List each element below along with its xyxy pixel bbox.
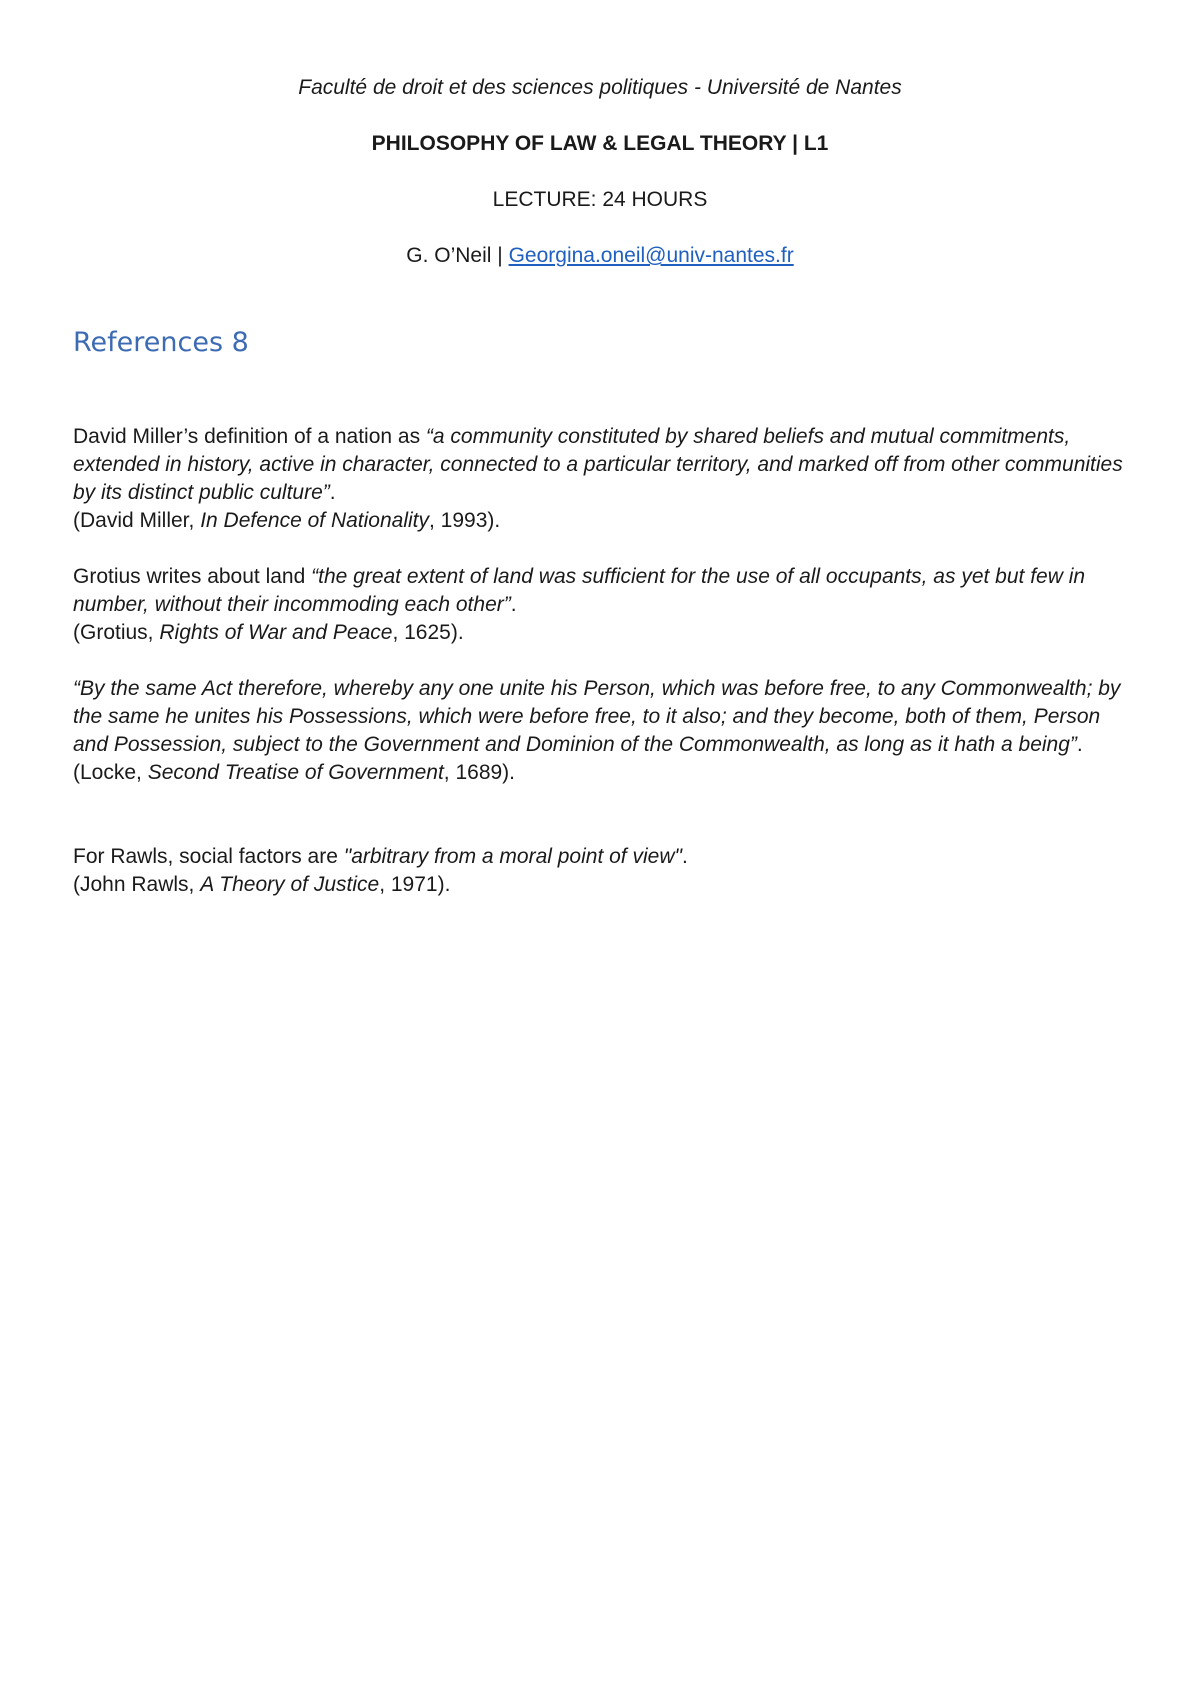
reference-rawls xyxy=(73,843,1133,899)
reference-rawls-text xyxy=(73,843,1133,871)
citation-title: Second Treatise of Government xyxy=(147,761,444,784)
citation-close: , 1625). xyxy=(392,621,464,644)
reference-intro: Grotius writes about land xyxy=(73,565,312,588)
reference-locke xyxy=(73,675,1133,787)
author-contact xyxy=(0,243,1200,269)
reference-rawls-citation xyxy=(73,871,1133,899)
reference-miller-text xyxy=(73,423,1133,507)
faculty-line: Faculté de droit et des sciences politiques - Université de Nantes xyxy=(298,76,902,99)
citation-close: , 1689). xyxy=(443,761,516,784)
section-heading: References 8 xyxy=(73,327,249,358)
author-email-link[interactable]: Georgina.oneil@univ-nantes.fr xyxy=(508,244,794,267)
reference-grotius-text xyxy=(73,563,1133,619)
reference-quote: “By the same Act therefore, whereby any one unite his Person, which was before free, to any Commonwealth; by the same he unites his Possessions, which were before free, to it also; and they become, both of them, Person and Possession, subject to the Government and Dominion of the Commonwealth, as long as it hath a being” xyxy=(73,677,1121,756)
reference-locke-text xyxy=(73,675,1133,759)
reference-quote: “the great extent of land was sufficient for the use of all occupants, as yet but few in number, without their incommoding each other” xyxy=(73,565,1086,616)
citation-close: , 1971). xyxy=(379,873,451,896)
lecture-hours: LECTURE: 24 HOURS xyxy=(492,188,708,211)
citation-close: , 1993). xyxy=(429,509,501,532)
reference-miller xyxy=(73,423,1133,535)
reference-miller-citation xyxy=(73,507,1133,535)
author-name: G. O’Neil | xyxy=(406,244,509,267)
citation-open: (Grotius, xyxy=(73,621,160,644)
reference-intro: David Miller’s definition of a nation as xyxy=(73,425,426,448)
reference-end: . xyxy=(510,593,517,616)
citation-open: (John Rawls, xyxy=(73,873,201,896)
reference-end: . xyxy=(329,481,336,504)
citation-open: (Locke, xyxy=(73,761,148,784)
reference-grotius xyxy=(73,563,1133,647)
citation-title: A Theory of Justice xyxy=(200,873,380,896)
reference-end: . xyxy=(1076,733,1083,756)
citation-title: Rights of War and Peace xyxy=(159,621,393,644)
reference-intro: For Rawls, social factors are xyxy=(73,845,344,868)
reference-grotius-citation xyxy=(73,619,1133,647)
reference-locke-citation xyxy=(73,759,1133,787)
reference-quote: “a community constituted by shared beliefs and mutual commitments, extended in history, active in character, connected to a particular territory, and marked off from other communities by its distinct public culture” xyxy=(73,425,1123,504)
reference-quote: "arbitrary from a moral point of view" xyxy=(343,845,682,868)
citation-title: In Defence of Nationality xyxy=(200,509,429,532)
citation-open: (David Miller, xyxy=(73,509,201,532)
reference-end: . xyxy=(681,845,688,868)
course-title: PHILOSOPHY OF LAW & LEGAL THEORY | L1 xyxy=(371,132,829,155)
